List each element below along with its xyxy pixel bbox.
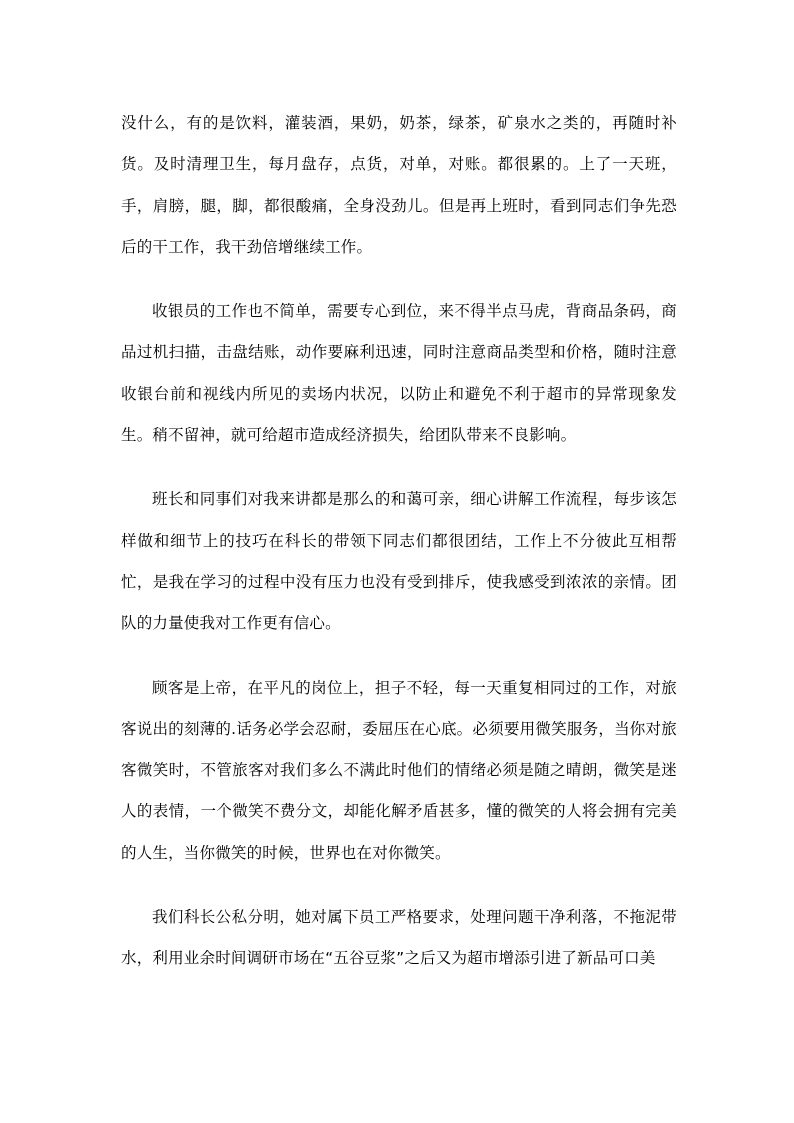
paragraph-1: 没什么，有的是饮料，灌装酒，果奶，奶茶，绿茶，矿泉水之类的，再随时补货。及时清理卫生，每月盘存，点货，对单，对账。都很累的。上了一天班，手，肩膀，腿，脚，都很酸痛，全身没劲儿。但是再上班时，看到同志们争先恐后的干工作，我干劲倍增继续工作。: [121, 114, 677, 256]
paragraph-3: 班长和同事们对我来讲都是那么的和蔼可亲，细心讲解工作流程，每步该怎样做和细节上的技巧在科长的带领下同志们都很团结，工作上不分彼此互相帮忙，是我在学习的过程中没有压力也没有受到排斥，使我感受到浓浓的亲情。团队的力量使我对工作更有信心。: [121, 490, 677, 633]
paragraph-4: 顾客是上帝，在平凡的岗位上，担子不轻，每一天重复相同过的工作，对旅客说出的刻薄的.话务必学会忍耐，委屈压在心底。必须要用微笑服务，当你对旅客微笑时，不管旅客对我们多么不满此时他们的情绪必须是随之晴朗，微笑是迷人的表情，一个微笑不费分文，却能化解矛盾甚多，懂的微笑的人将会拥有完美的人生，当你微笑的时候，世界也在对你微笑。: [121, 678, 677, 862]
paragraph-5: 我们科长公私分明，她对属下员工严格要求，处理问题干净利落，不拖泥带水，利用业余时间调研市场在“五谷豆浆”之后又为超市增添引进了新品可口美: [121, 908, 677, 968]
paragraph-2: 收银员的工作也不简单，需要专心到位，来不得半点马虎，背商品条码，商品过机扫描，击盘结账，动作要麻利迅速，同时注意商品类型和价格，随时注意收银台前和视线内所见的卖场内状况，以防止和避免不利于超市的异常现象发生。稍不留神，就可给超市造成经济损失，给团队带来不良影响。: [121, 302, 677, 445]
